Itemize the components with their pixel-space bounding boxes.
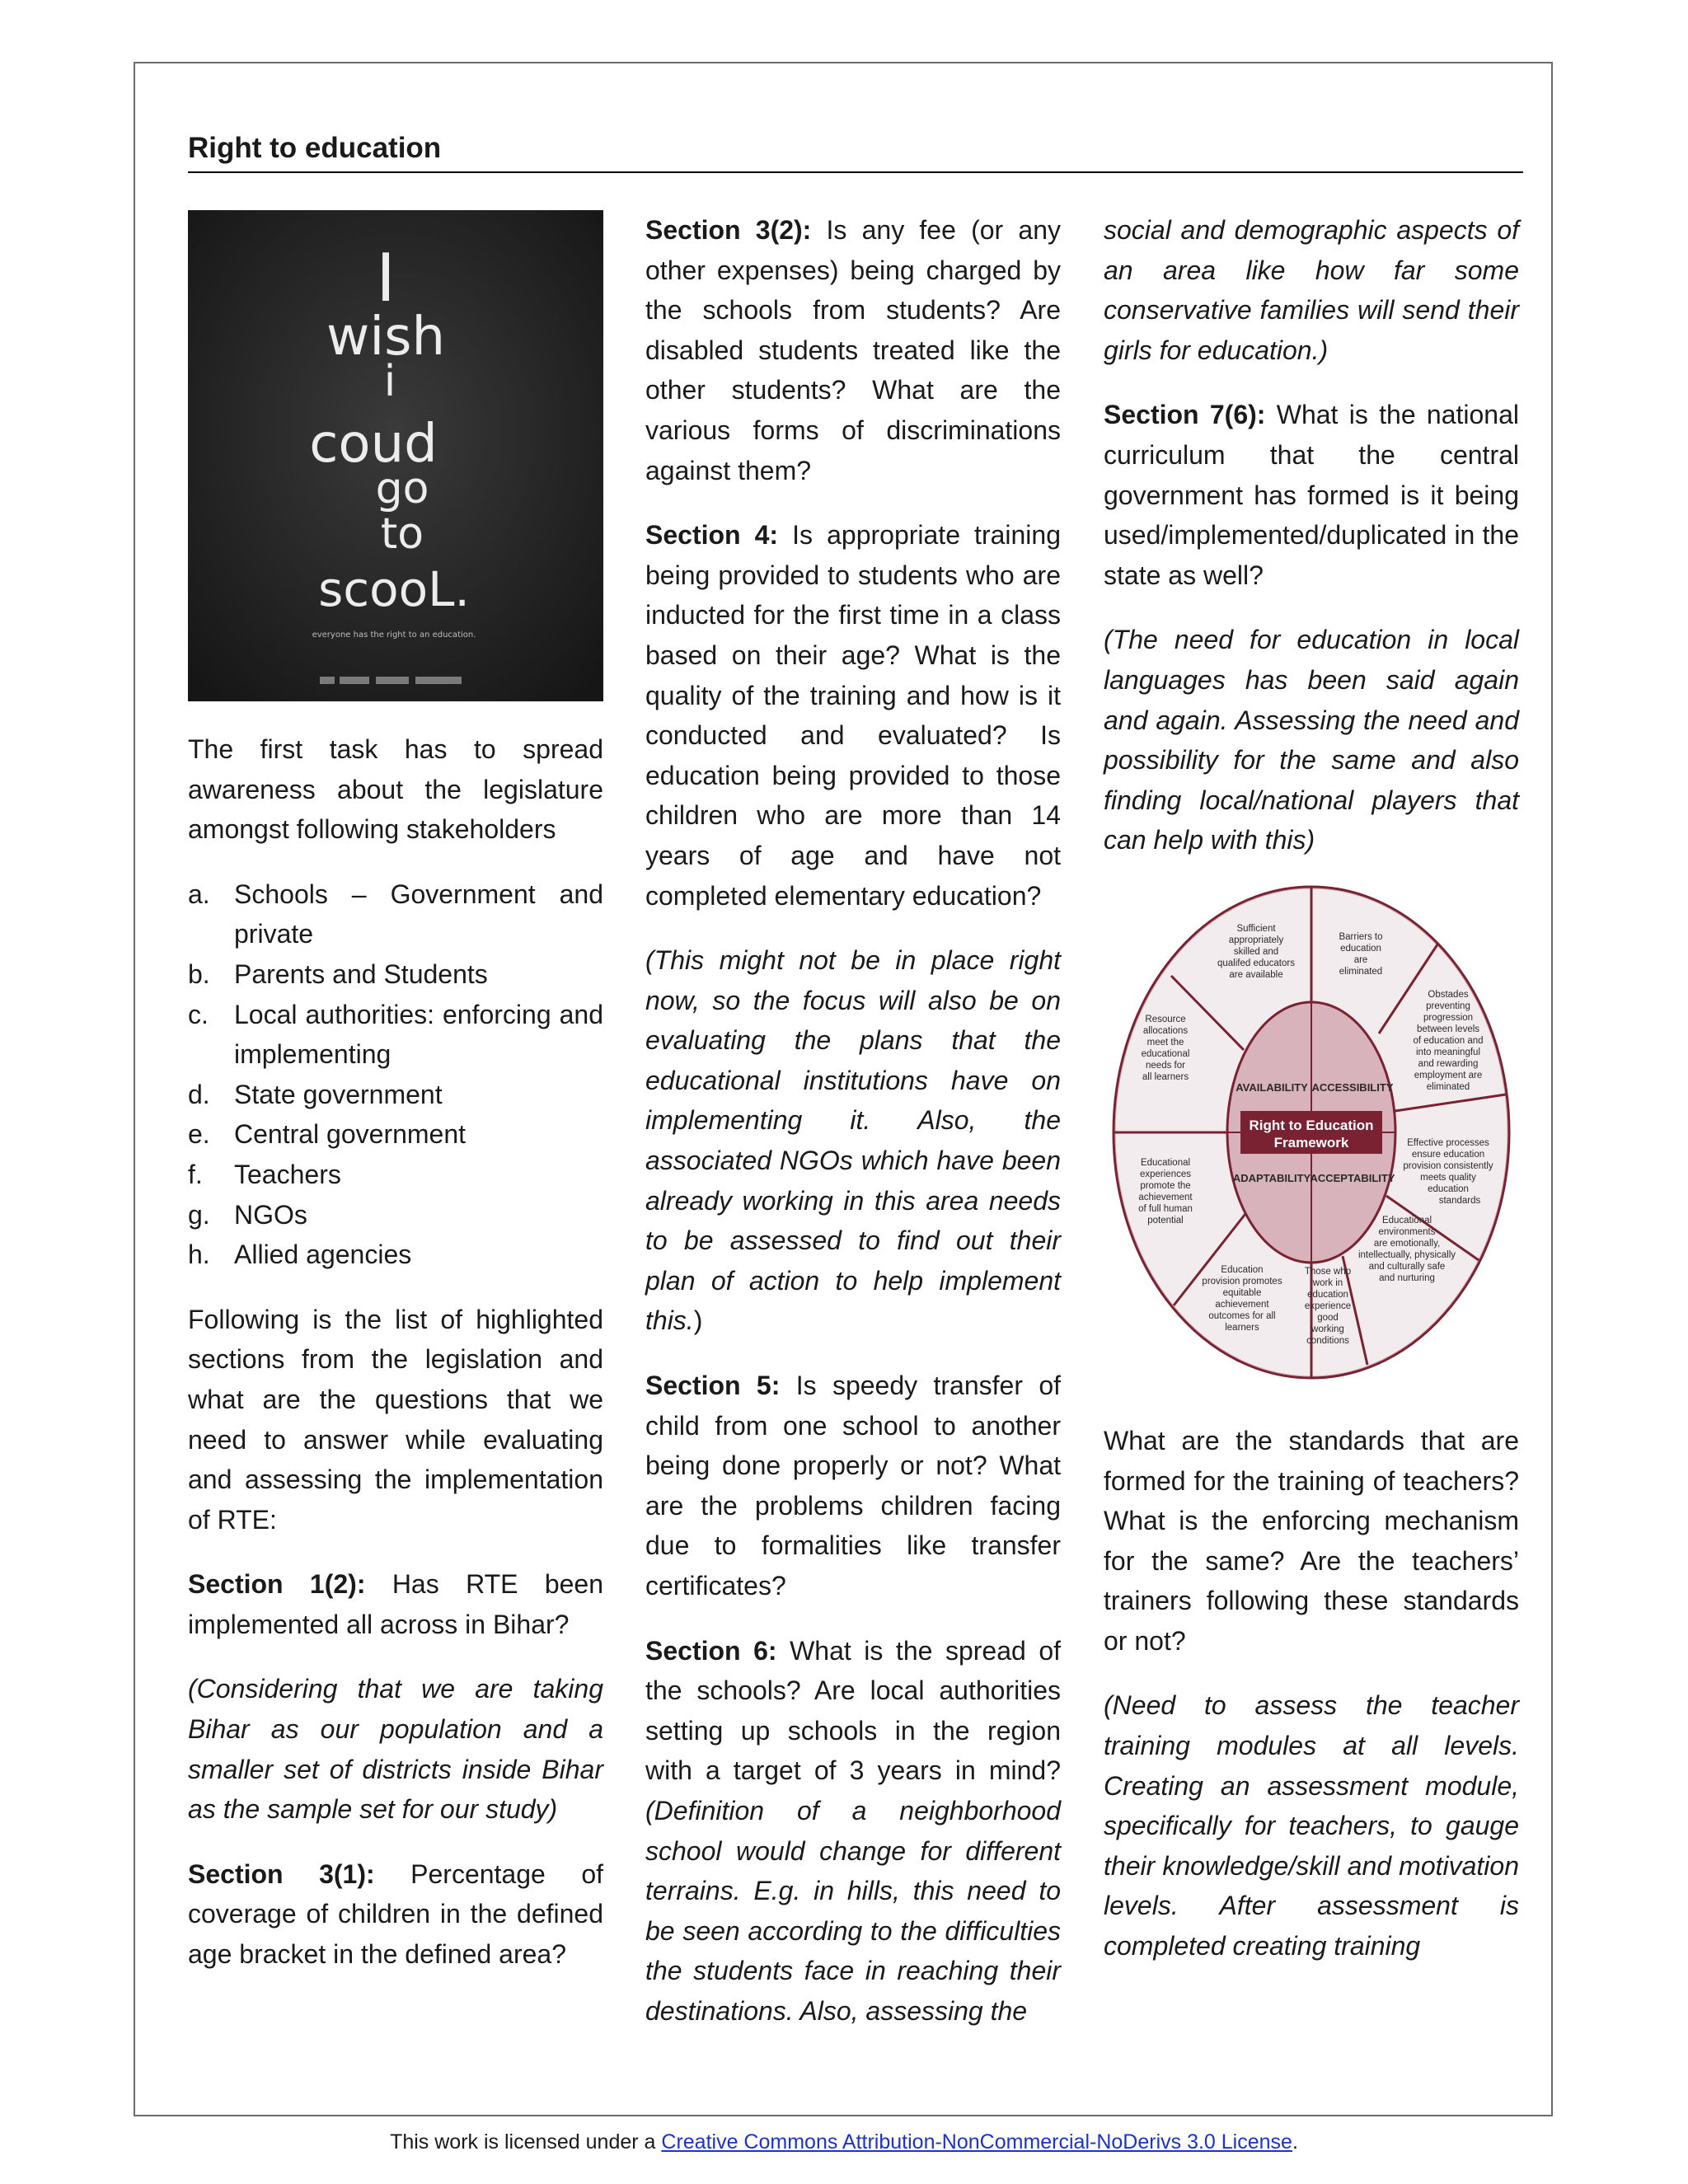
svg-text:progression: progression bbox=[1423, 1012, 1474, 1023]
quadrant-adaptability: ADAPTABILITY bbox=[1232, 1171, 1311, 1184]
svg-text:eliminated: eliminated bbox=[1426, 1081, 1470, 1092]
section-4-paragraph: Section 4: Is appropriate training being provided to students who are inducted for the first time in a class based on their age? What is the quality of the training and how is it conducted and evaluated? Is education being provided to those children who are more than 14 years of age and have not completed elementary education? bbox=[645, 520, 1062, 911]
svg-text:Resource: Resource bbox=[1145, 1014, 1186, 1024]
svg-text:education: education bbox=[1307, 1289, 1348, 1300]
page-title: Right to education bbox=[188, 132, 1523, 173]
list-item: e. Central government bbox=[188, 1119, 467, 1150]
column-1 bbox=[188, 210, 603, 1999]
wheel-center-title: Right to Education bbox=[1249, 1117, 1374, 1133]
section-3-2-label: Section 3(2): bbox=[645, 215, 812, 245]
svg-text:intellectually, physically: intellectually, physically bbox=[1357, 1249, 1456, 1260]
svg-text:into meaningful: into meaningful bbox=[1416, 1047, 1480, 1057]
section-4-note: (This might not be in place right now, so the focus will also be on evaluating the plans that the educational institutions have on implementing it. Also, the associated NGOs which have been already working in this area needs to be assessed to find out their plan of action to help implement this.) bbox=[645, 945, 1061, 1336]
svg-text:experience: experience bbox=[1304, 1301, 1352, 1311]
svg-text:educational: educational bbox=[1141, 1048, 1190, 1059]
svg-text:meets quality: meets quality bbox=[1420, 1172, 1476, 1183]
chalk-line-7: scooL. bbox=[318, 561, 470, 617]
quadrant-availability: AVAILABILITY bbox=[1236, 1080, 1308, 1094]
svg-text:skilled and: skilled and bbox=[1233, 946, 1279, 957]
poster-logos bbox=[320, 677, 462, 684]
svg-text:Educational: Educational bbox=[1381, 1215, 1432, 1226]
chalk-line-4: coud bbox=[309, 414, 438, 475]
svg-text:conditions: conditions bbox=[1306, 1335, 1349, 1346]
svg-text:outcomes for all: outcomes for all bbox=[1208, 1310, 1276, 1321]
chalk-line-1: I bbox=[376, 240, 396, 316]
svg-text:meet the: meet the bbox=[1146, 1037, 1184, 1047]
svg-text:standards: standards bbox=[1438, 1195, 1481, 1206]
svg-text:employment are: employment are bbox=[1414, 1070, 1483, 1080]
svg-text:equitable: equitable bbox=[1222, 1287, 1262, 1298]
svg-text:potential: potential bbox=[1147, 1215, 1184, 1226]
svg-text:all learners: all learners bbox=[1142, 1071, 1189, 1082]
quadrant-acceptability: ACCEPTABILITY bbox=[1310, 1171, 1395, 1184]
section-3-1-paragraph: Section 3(1): Percentage of coverage of children in the defined age bracket in the defined area? bbox=[188, 1858, 603, 1970]
section-6-note-continued: social and demographic aspects of an area like how far some conservative families will send their girls for education.) bbox=[1104, 215, 1519, 365]
svg-text:of full human: of full human bbox=[1138, 1203, 1193, 1214]
chalk-line-6: to bbox=[380, 509, 424, 559]
list-item: a. Schools – Government and private bbox=[188, 879, 603, 949]
license-link[interactable]: Creative Commons Attribution-NonCommercial-NoDerivs 3.0 License bbox=[661, 2130, 1292, 2154]
svg-text:Educational: Educational bbox=[1140, 1157, 1191, 1168]
list-item: g. NGOs bbox=[188, 1199, 307, 1230]
svg-text:provision promotes: provision promotes bbox=[1202, 1276, 1282, 1286]
svg-text:are available: are available bbox=[1229, 969, 1283, 980]
svg-text:Education: Education bbox=[1221, 1264, 1264, 1275]
intro-paragraph: The first task has to spread awareness about the legislature amongst following stakeholders bbox=[188, 734, 603, 845]
svg-text:Barriers to: Barriers to bbox=[1339, 931, 1383, 942]
svg-text:good: good bbox=[1317, 1312, 1339, 1323]
svg-text:working: working bbox=[1311, 1324, 1344, 1334]
svg-text:Those who: Those who bbox=[1304, 1266, 1352, 1277]
language-note: (The need for education in local languages has been said again and again. Assessing the need and possibility for the same and also finding local/national players that can help with this) bbox=[1104, 625, 1519, 855]
chalk-line-3: i bbox=[383, 357, 396, 406]
svg-text:achievement: achievement bbox=[1215, 1299, 1269, 1310]
list-item: h. Allied agencies bbox=[188, 1240, 412, 1270]
svg-text:environments: environments bbox=[1378, 1226, 1436, 1237]
section-4-label: Section 4: bbox=[645, 520, 779, 551]
svg-text:of education and: of education and bbox=[1413, 1035, 1484, 1046]
list-item: b. Parents and Students bbox=[188, 958, 488, 989]
chalkboard-image bbox=[188, 210, 603, 701]
section-5-label: Section 5: bbox=[645, 1371, 781, 1401]
svg-text:Obstades: Obstades bbox=[1428, 989, 1469, 1000]
svg-text:experiences: experiences bbox=[1139, 1169, 1192, 1179]
svg-text:education: education bbox=[1340, 943, 1381, 954]
section-6-label: Section 6: bbox=[645, 1635, 777, 1666]
svg-text:needs for: needs for bbox=[1146, 1060, 1185, 1071]
section-1-2-label: Section 1(2): bbox=[188, 1569, 366, 1600]
svg-text:allocations: allocations bbox=[1142, 1025, 1189, 1036]
list-item: f. Teachers bbox=[188, 1159, 341, 1189]
teacher-standards-paragraph: What are the standards that are formed for the training of teachers? What is the enforcing mechanism for the same? Are the teachers’ trainers following these standards or not? bbox=[1104, 1425, 1519, 1656]
svg-text:work in: work in bbox=[1312, 1277, 1343, 1288]
section-1-2-paragraph: Section 1(2): Has RTE been implemented all across in Bihar? bbox=[188, 1569, 604, 1639]
teacher-assessment-note: (Need to assess the teacher training modules at all levels. Creating an assessment module, specifically for teachers, to gauge their knowledge/skill and motivation levels. After assessment is completed creating training bbox=[1104, 1690, 1519, 1961]
svg-text:provision consistently: provision consistently bbox=[1403, 1160, 1493, 1171]
list-item: c. Local authorities: enforcing and implementing bbox=[188, 999, 603, 1070]
stakeholder-list bbox=[188, 874, 603, 1275]
rte-framework-wheel bbox=[1104, 885, 1519, 1396]
section-7-6-paragraph: Section 7(6): What is the national curriculum that the central government has formed is it being used/implemented/duplicated in the state as well? bbox=[1104, 400, 1519, 590]
chalk-line-5: go bbox=[375, 464, 429, 513]
svg-text:and nurturing: and nurturing bbox=[1379, 1272, 1435, 1283]
chalk-line-2: wish bbox=[326, 307, 446, 368]
svg-text:eliminated: eliminated bbox=[1339, 966, 1383, 977]
svg-text:ensure education: ensure education bbox=[1411, 1149, 1485, 1160]
wheel-center-subtitle: Framework bbox=[1273, 1134, 1349, 1151]
svg-text:preventing: preventing bbox=[1426, 1001, 1470, 1011]
section-5-paragraph: Section 5: Is speedy transfer of child from one school to another being done properly or not? What are the problems children facing due to formalities like transfer certificates? bbox=[645, 1371, 1061, 1601]
svg-text:Sufficient: Sufficient bbox=[1236, 923, 1276, 934]
svg-text:appropriately: appropriately bbox=[1228, 935, 1284, 945]
list-item: d. State government bbox=[188, 1079, 443, 1109]
svg-text:promote the: promote the bbox=[1140, 1180, 1191, 1191]
section-1-2-note: (Considering that we are taking Bihar as our population and a smaller set of districts inside Bihar as the sample set for our study) bbox=[188, 1674, 603, 1825]
svg-text:between levels: between levels bbox=[1416, 1024, 1480, 1034]
license-footer: This work is licensed under a Creative Commons Attribution-NonCommercial-NoDerivs 3.0 License. bbox=[390, 2130, 1298, 2154]
svg-text:education: education bbox=[1428, 1183, 1469, 1194]
section-6-paragraph: Section 6: What is the spread of the schools? Are local authorities setting up schools in the region with a target of 3 years in mind?(Definition of a neighborhood school would change for different terrains. E.g. in hills, this need to be seen according to the difficulties the students face in reaching their destinations. Also, assessing the bbox=[645, 1635, 1062, 2026]
svg-text:are emotionally,: are emotionally, bbox=[1373, 1238, 1441, 1249]
svg-text:Effective processes: Effective processes bbox=[1407, 1137, 1489, 1148]
svg-text:are: are bbox=[1353, 954, 1368, 965]
svg-text:achievement: achievement bbox=[1138, 1192, 1193, 1202]
section-3-1-label: Section 3(1): bbox=[188, 1858, 375, 1889]
svg-text:and rewarding: and rewarding bbox=[1418, 1058, 1479, 1069]
section-3-2-paragraph: Section 3(2): Is any fee (or any other expenses) being charged by the schools from students? Are disabled students treated like the other students? What are the various forms of discriminations against them? bbox=[645, 215, 1062, 485]
quadrant-accessibility: ACCESSIBILITY bbox=[1311, 1080, 1394, 1094]
section-7-6-label: Section 7(6): bbox=[1104, 400, 1266, 430]
column-3 bbox=[1104, 210, 1519, 1991]
svg-text:learners: learners bbox=[1225, 1322, 1259, 1333]
svg-text:and culturally safe: and culturally safe bbox=[1368, 1261, 1446, 1272]
sections-intro-paragraph: Following is the list of highlighted sections from the legislation and what are the questions that we need to answer while evaluating and assessing the implementation of RTE: bbox=[188, 1304, 603, 1535]
chalkboard-caption: everyone has the right to an education. bbox=[312, 630, 476, 640]
svg-text:qualifed educators: qualifed educators bbox=[1217, 958, 1295, 968]
column-2 bbox=[645, 210, 1061, 2056]
